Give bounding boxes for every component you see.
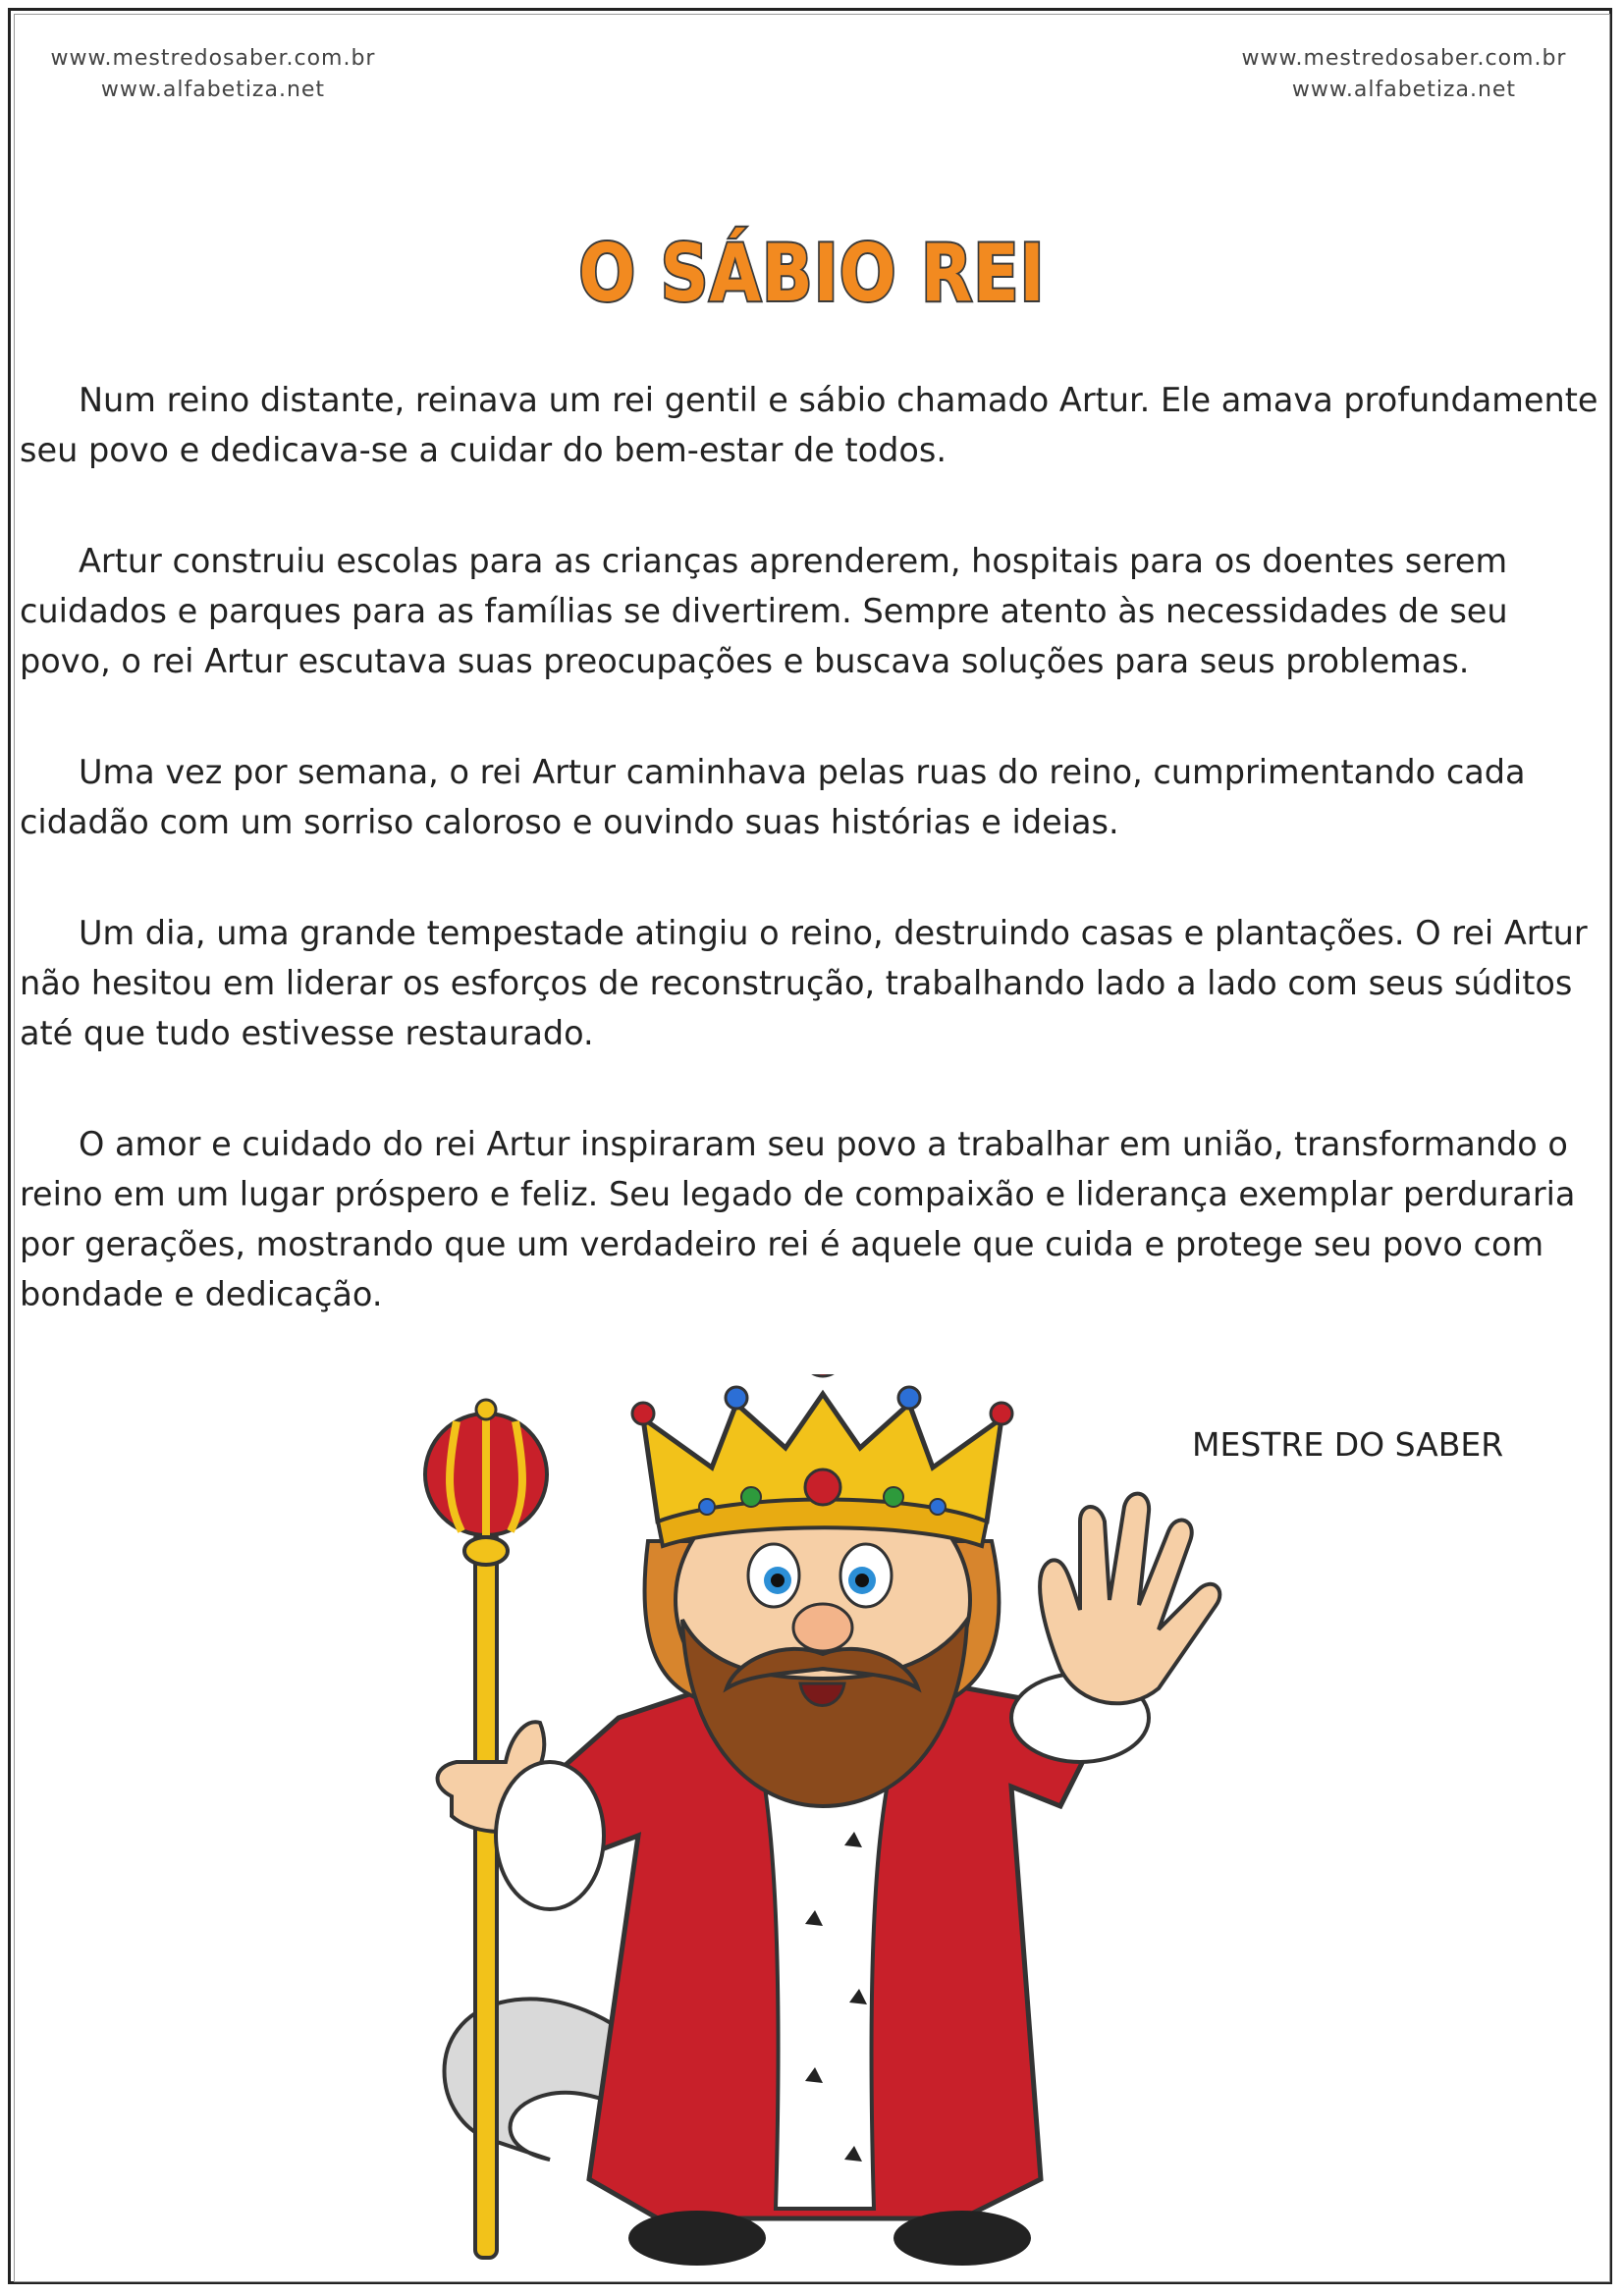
story-paragraph: Num reino distante, reinava um rei gentil e sábio chamado Artur. Ele amava profundamente seu povo e dedicava-se a cuidar do bem-estar de todos. xyxy=(20,381,1598,469)
story-paragraph: Um dia, uma grande tempestade atingiu o reino, destruindo casas e plantações. O rei Artur não hesitou em liderar os esforços de reconstrução, trabalhando lado a lado com seus súditos até que tudo estivesse restaurado. xyxy=(20,914,1588,1052)
page-title: O SÁBIO REI xyxy=(578,228,1046,319)
left-cuff xyxy=(496,1762,604,1909)
story-paragraph: Artur construiu escolas para as crianças aprenderem, hospitais para os doentes serem cuidados e parques para as famílias se divertirem. Sempre atento às necessidades de seu povo, o rei Artur escutava suas preocupações e buscava soluções para seus problemas. xyxy=(20,542,1508,680)
header-links-right xyxy=(1218,43,1591,106)
site-link-primary[interactable]: www.mestredosaber.com.br xyxy=(50,46,376,71)
story-paragraph: O amor e cuidado do rei Artur inspiraram seu povo a trabalhar em união, transformando o reino em um lugar próspero e feliz. Seu legado de compaixão e liderança exemplar perduraria por gerações, mostrando que um verdadeiro rei é aquele que cuida e protege seu povo com bondade e dedicação. xyxy=(20,1125,1576,1313)
author-signature: MESTRE DO SABER xyxy=(1192,1425,1504,1464)
header-links-left xyxy=(27,43,400,106)
story-paragraph: Uma vez por semana, o rei Artur caminhava pelas ruas do reino, cumprimentando cada cidadão com um sorriso caloroso e ouvindo suas histórias e ideias. xyxy=(20,753,1526,841)
site-link-secondary[interactable]: www.alfabetiza.net xyxy=(1291,78,1517,102)
site-link-secondary[interactable]: www.alfabetiza.net xyxy=(100,78,326,102)
nose xyxy=(793,1604,852,1651)
right-hand xyxy=(1040,1494,1219,1704)
story-text xyxy=(20,375,1605,1380)
king-illustration xyxy=(412,1374,1237,2268)
left-foot xyxy=(628,2211,766,2266)
crown-icon xyxy=(632,1374,1012,1546)
site-link-primary[interactable]: www.mestredosaber.com.br xyxy=(1241,46,1567,71)
right-foot xyxy=(893,2211,1031,2266)
